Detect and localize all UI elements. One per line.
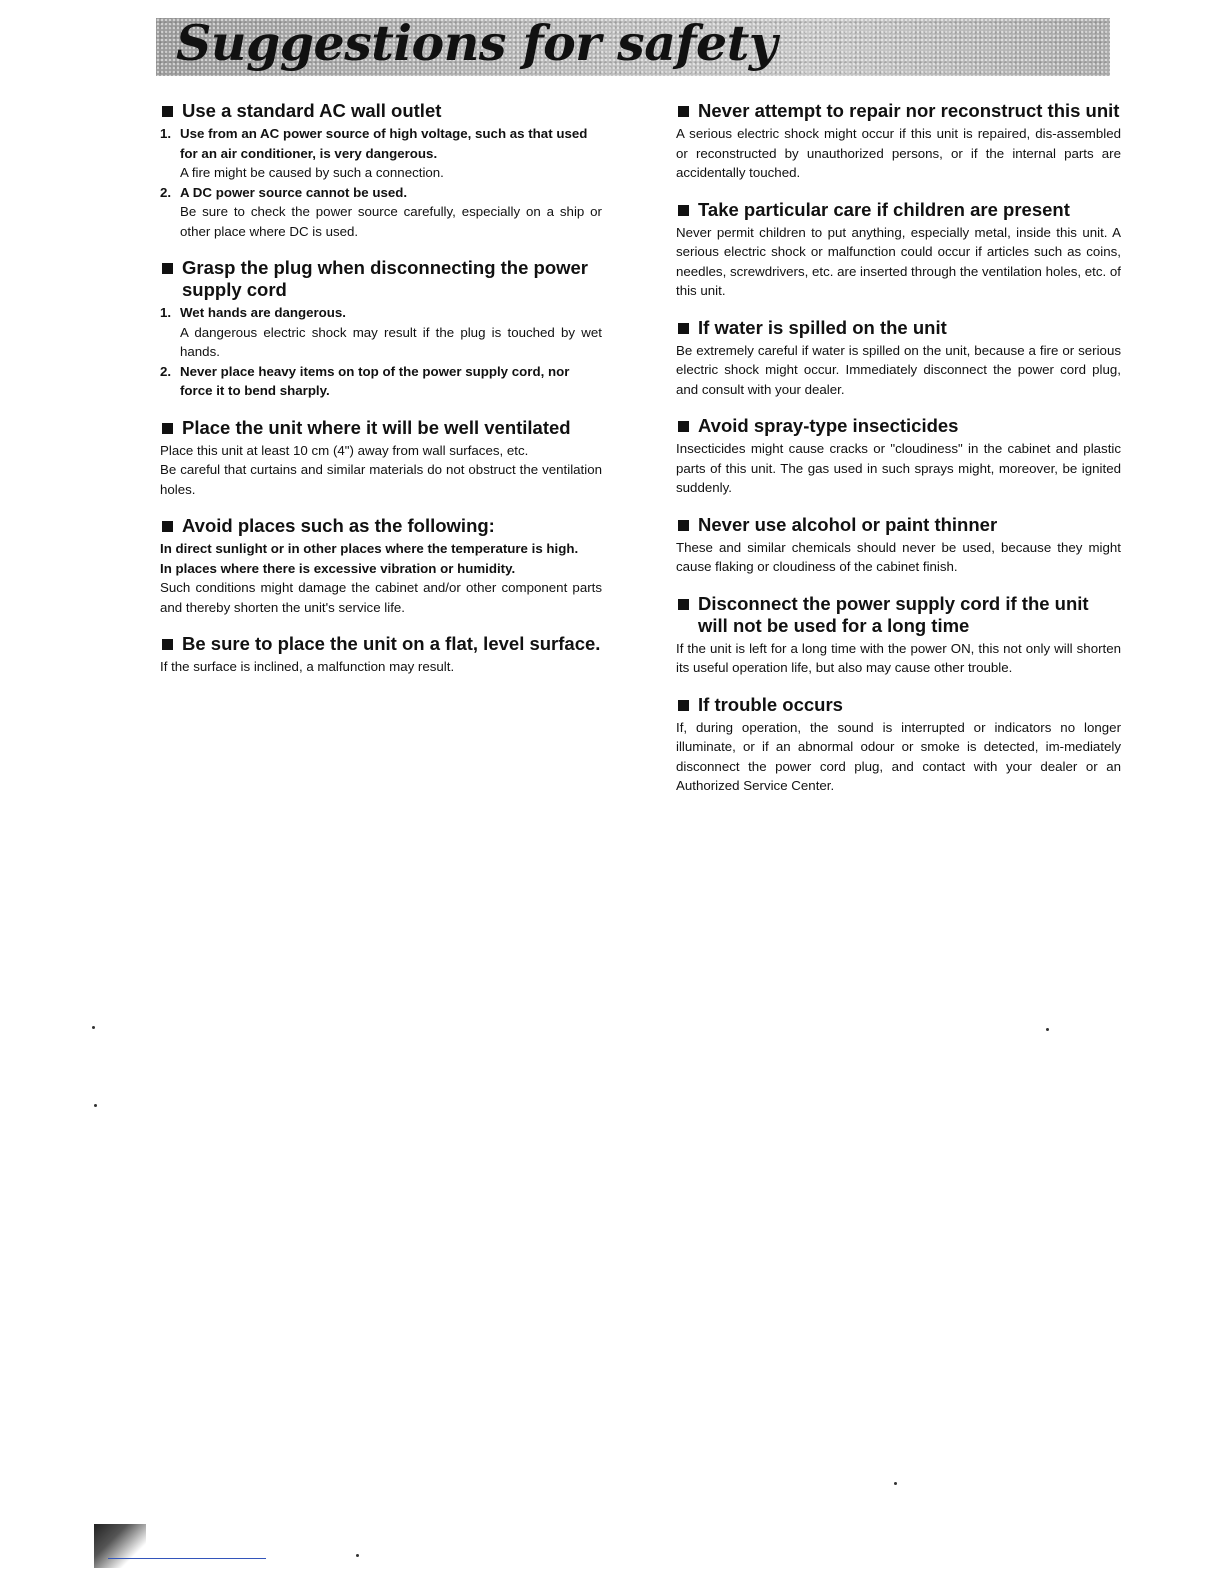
section-trouble <box>676 694 1121 796</box>
section-text: Be extremely careful if water is spilled on the unit, because a fire or serious electric shock might occur. Immediately disconnect the power cord plug, and consult with your dealer. <box>676 342 1121 397</box>
warning-line: In places where there is excessive vibration or humidity. <box>160 560 516 576</box>
section-heading: Grasp the plug when disconnecting the power supply cord <box>160 257 602 301</box>
page-title: Suggestions for safety <box>176 14 777 72</box>
section-water-spill <box>676 317 1121 400</box>
item-number: 2. <box>160 363 172 379</box>
scan-speck <box>894 1482 897 1485</box>
item-text: A dangerous electric shock may result if the plug is touched by wet hands. <box>180 324 602 359</box>
section-ventilation <box>160 417 602 500</box>
section-heading: Never attempt to repair nor reconstruct this unit <box>676 100 1121 122</box>
item-number: 2. <box>160 184 172 200</box>
item-number: 1. <box>160 126 172 141</box>
scan-speck <box>92 1026 95 1029</box>
section-heading: Use a standard AC wall outlet <box>160 100 602 122</box>
square-bullet-icon <box>162 263 173 274</box>
numbered-item <box>160 303 602 362</box>
scan-corner-mark <box>94 1524 146 1568</box>
item-number: 1. <box>160 305 172 320</box>
item-text: Be sure to check the power source carefully, especially on a ship or other place where DC is used. <box>180 204 602 239</box>
section-heading: Never use alcohol or paint thinner <box>676 514 1121 536</box>
left-column <box>160 92 602 693</box>
item-warning: A DC power source cannot be used. <box>180 184 408 200</box>
section-text: Be careful that curtains and similar materials do not obstruct the ventilation holes. <box>160 462 602 497</box>
section-heading: Take particular care if children are present <box>676 199 1121 221</box>
section-heading: Place the unit where it will be well ventilated <box>160 417 602 439</box>
section-heading: Disconnect the power supply cord if the unit will not be used for a long time <box>676 593 1121 637</box>
section-text: If the unit is left for a long time with the power ON, this not only will shorten its useful operation life, but also may cause other trouble. <box>676 640 1121 675</box>
section-text: These and similar chemicals should never be used, because they might cause flaking or cloudiness of the cabinet finish. <box>676 539 1121 574</box>
section-grasp-plug <box>160 257 602 401</box>
numbered-item <box>160 183 602 242</box>
square-bullet-icon <box>162 423 173 434</box>
section-text: If the surface is inclined, a malfunction may result. <box>160 659 455 674</box>
numbered-item <box>160 362 602 401</box>
item-warning: Use from an AC power source of high voltage, such as that used for an air conditioner, is very dangerous. <box>180 126 588 161</box>
numbered-item <box>160 124 602 183</box>
scan-edge-line <box>108 1558 266 1559</box>
section-text: A serious electric shock might occur if this unit is repaired, dis-assembled or reconstructed by unauthorized persons, or if the internal parts are accidentally touched. <box>676 126 1121 180</box>
section-text: Such conditions might damage the cabinet and/or other component parts and thereby shorten the unit's service life. <box>160 580 602 615</box>
item-warning: Wet hands are dangerous. <box>180 305 347 320</box>
square-bullet-icon <box>678 323 689 334</box>
section-heading: Avoid spray-type insecticides <box>676 415 1121 437</box>
square-bullet-icon <box>678 106 689 117</box>
square-bullet-icon <box>678 205 689 216</box>
square-bullet-icon <box>678 520 689 531</box>
title-banner <box>156 14 1110 76</box>
square-bullet-icon <box>162 639 173 650</box>
section-text: Place this unit at least 10 cm (4") away from wall surfaces, etc. <box>160 442 529 458</box>
square-bullet-icon <box>678 700 689 711</box>
section-alcohol <box>676 514 1121 577</box>
section-level-surface <box>160 633 602 677</box>
scan-speck <box>94 1104 97 1107</box>
square-bullet-icon <box>678 599 689 610</box>
scan-speck <box>356 1554 359 1557</box>
section-disconnect-cord <box>676 593 1121 678</box>
square-bullet-icon <box>162 106 173 117</box>
section-heading: If water is spilled on the unit <box>676 317 1121 339</box>
section-avoid-places <box>160 515 602 617</box>
section-text: Never permit children to put anything, especially metal, inside this unit. A serious electric shock or malfunction could occur if articles such as coins, needles, screwdrivers, etc. are inserted through the ventilation holes, etc. of this unit. <box>676 224 1121 298</box>
section-text: If, during operation, the sound is interrupted or indicators no longer illuminate, or if an abnormal odour or smoke is detected, im-mediately disconnect the power cord plug, and contact with your dealer or an Authorized Service Center. <box>676 719 1121 793</box>
scan-speck <box>1046 1028 1049 1031</box>
section-insecticides <box>676 415 1121 498</box>
section-heading: Avoid places such as the following: <box>160 515 602 537</box>
item-warning: Never place heavy items on top of the power supply cord, nor force it to bend sharply. <box>180 363 570 398</box>
square-bullet-icon <box>678 421 689 432</box>
warning-line: In direct sunlight or in other places where the temperature is high. <box>160 541 579 556</box>
square-bullet-icon <box>162 521 173 532</box>
right-column <box>676 92 1121 812</box>
item-text: A fire might be caused by such a connection. <box>180 165 444 180</box>
section-children <box>676 199 1121 301</box>
section-heading: If trouble occurs <box>676 694 1121 716</box>
section-text: Insecticides might cause cracks or "cloudiness" in the cabinet and plastic parts of this unit. The gas used in such sprays might, moreover, be ignited suddenly. <box>676 441 1121 495</box>
section-repair <box>676 100 1121 183</box>
section-ac-outlet <box>160 100 602 241</box>
section-heading: Be sure to place the unit on a flat, level surface. <box>160 633 602 655</box>
